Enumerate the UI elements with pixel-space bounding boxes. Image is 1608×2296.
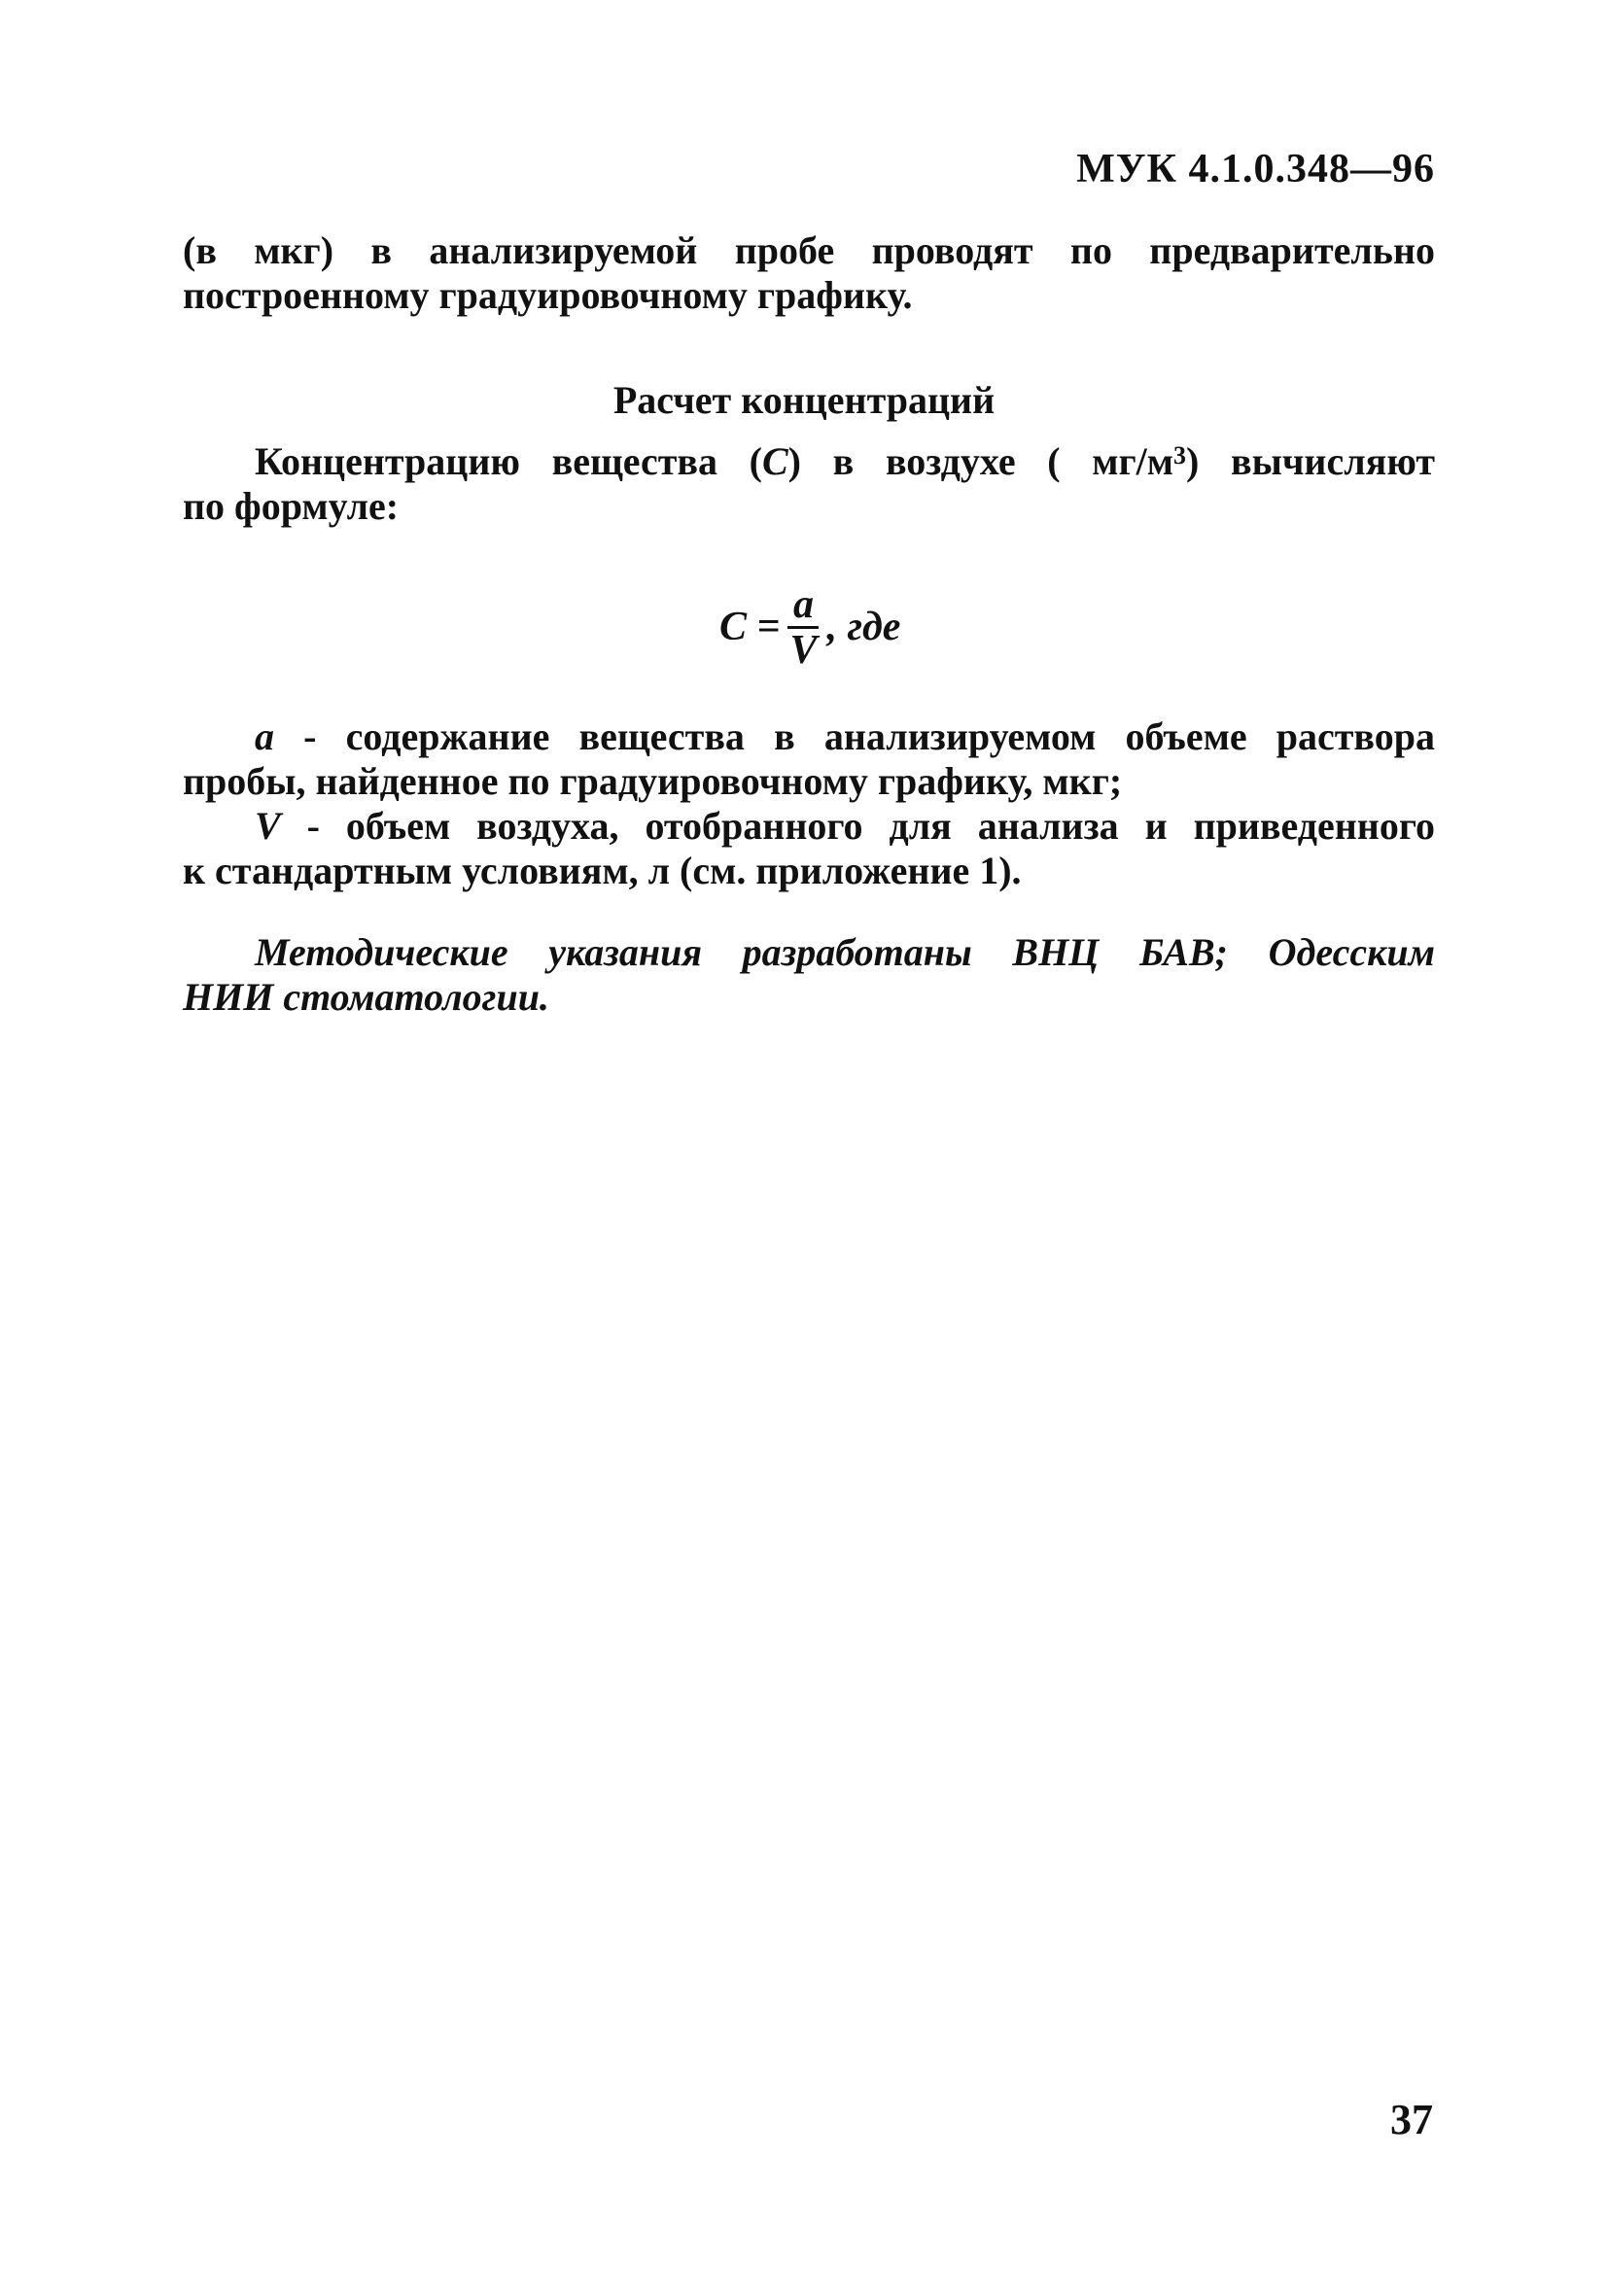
page-number: 37: [1390, 2096, 1433, 2143]
credits-line-1: Методические указания разработаны ВНЦ БАВ; Одесским: [255, 930, 1435, 974]
credits-paragraph: [183, 930, 1435, 1020]
concentration-text-after: ) вычисляют: [1186, 439, 1435, 483]
unit-superscript: 3: [1173, 441, 1187, 470]
concentration-line-1: [183, 439, 1435, 484]
definition-a-text: - содержание вещества в анализируемом объеме раствора: [274, 714, 1435, 758]
concentration-text-mid: ) в воздухе ( мг/м: [787, 439, 1174, 483]
definition-a-variable: a: [255, 714, 274, 758]
formula-suffix: , где: [826, 605, 901, 649]
credits-line-2: НИИ стоматологии.: [183, 975, 549, 1019]
definition-a-line-2: пробы, найденное по градуировочному графику, мкг;: [183, 759, 1123, 803]
document-code: МУК 4.1.0.348—96: [1076, 147, 1435, 191]
formula-lhs: С =: [719, 605, 781, 649]
intro-line-2: построенному градуировочному графику.: [183, 273, 913, 317]
formula-fraction: [786, 581, 821, 673]
intro-paragraph: [183, 228, 1435, 318]
definition-v-line-2: к стандартным условиям, л (см. приложение 1).: [183, 849, 1022, 892]
concentration-line-2: по формуле:: [183, 484, 400, 528]
section-title: Расчет концентраций: [612, 378, 996, 422]
concentration-text-before: Концентрацию вещества (: [255, 439, 762, 483]
concentration-paragraph: [183, 439, 1435, 529]
formula-denominator: V: [789, 627, 818, 673]
intro-line-1: (в мкг) в анализируемой пробе проводят по предварительно: [183, 228, 1435, 272]
formula: [719, 574, 900, 680]
definition-v-line-1: [183, 804, 1435, 849]
definition-v-text: - объем воздуха, отобранного для анализа и приведенного: [280, 804, 1435, 848]
definition-v-variable: V: [255, 804, 281, 848]
definitions-paragraph: [183, 714, 1435, 893]
formula-numerator: a: [792, 581, 814, 627]
definition-a-line-1: [183, 714, 1435, 759]
concentration-variable: С: [761, 439, 788, 483]
